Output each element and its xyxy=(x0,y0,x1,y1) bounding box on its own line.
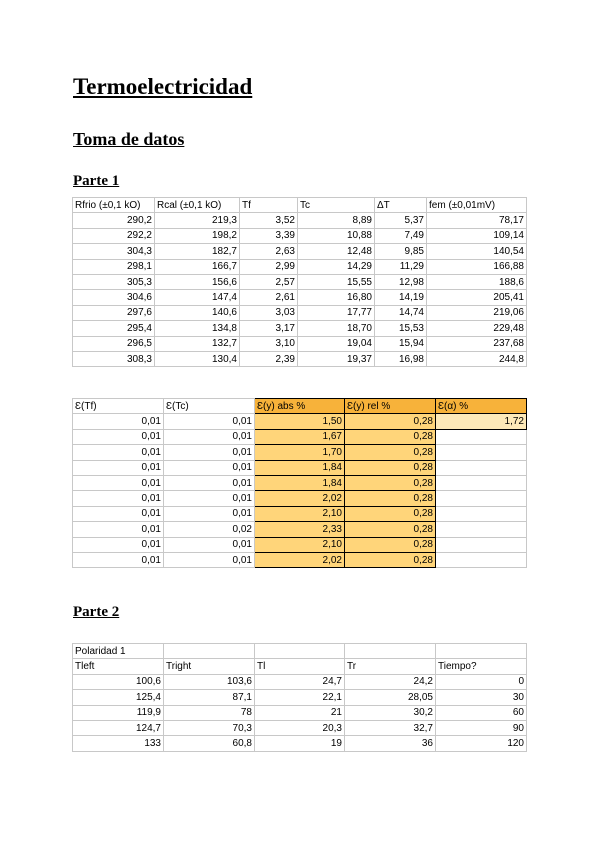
parte1-cell: 3,17 xyxy=(240,321,298,336)
errores-cell: 1,84 xyxy=(255,460,345,475)
errores-row xyxy=(73,522,527,537)
errores-cell: 0,01 xyxy=(73,506,164,521)
errores-cell: 0,01 xyxy=(73,460,164,475)
errores-row xyxy=(73,429,527,444)
errores-cell: 1,84 xyxy=(255,475,345,490)
errores-cell: 0,28 xyxy=(345,460,436,475)
errores-cell xyxy=(436,506,527,521)
parte1-cell: 2,63 xyxy=(240,244,298,259)
parte2-cell: 20,3 xyxy=(255,720,345,735)
parte1-cell: 219,3 xyxy=(155,213,240,228)
parte2-cell: 21 xyxy=(255,705,345,720)
parte2-cell: 32,7 xyxy=(345,720,436,735)
parte1-cell: 2,39 xyxy=(240,351,298,366)
parte1-cell: 15,53 xyxy=(375,321,427,336)
parte2-cell: 90 xyxy=(436,720,527,735)
parte1-cell: 12,48 xyxy=(298,244,375,259)
errores-cell: 0,01 xyxy=(73,491,164,506)
parte1-cell: 140,54 xyxy=(427,244,527,259)
parte2-cell: 124,7 xyxy=(73,720,164,735)
parte2-cell: 60 xyxy=(436,705,527,720)
parte1-cell: 304,3 xyxy=(73,244,155,259)
parte2-heading: Parte 2 xyxy=(73,604,120,620)
errores-header-cell: Ɛ(α) % xyxy=(436,399,527,414)
errores-row xyxy=(73,414,527,429)
errores-cell: 0,02 xyxy=(164,522,255,537)
parte2-row xyxy=(73,674,527,689)
parte1-cell: 15,55 xyxy=(298,274,375,289)
errores-cell: 0,28 xyxy=(345,429,436,444)
parte2-row xyxy=(73,736,527,751)
parte2-cell: 36 xyxy=(345,736,436,751)
parte1-cell: 11,29 xyxy=(375,259,427,274)
parte1-cell: 304,6 xyxy=(73,290,155,305)
parte2-cell: 60,8 xyxy=(164,736,255,751)
parte2-cell: 22,1 xyxy=(255,690,345,705)
errores-cell: 0,28 xyxy=(345,552,436,567)
parte1-row xyxy=(73,336,527,351)
parte1-cell: 9,85 xyxy=(375,244,427,259)
errores-cell: 0,28 xyxy=(345,537,436,552)
document-title: Termoelectricidad xyxy=(73,74,253,99)
errores-cell: 0,01 xyxy=(164,414,255,429)
parte1-cell: 17,77 xyxy=(298,305,375,320)
parte2-row xyxy=(73,705,527,720)
errores-row xyxy=(73,491,527,506)
errores-cell xyxy=(436,445,527,460)
parte1-header-cell: Tf xyxy=(240,198,298,213)
parte1-cell: 305,3 xyxy=(73,274,155,289)
parte1-cell: 78,17 xyxy=(427,213,527,228)
errores-cell xyxy=(436,491,527,506)
parte2-cell: 0 xyxy=(436,674,527,689)
errores-header-row xyxy=(73,399,527,414)
errores-cell: 0,01 xyxy=(164,552,255,567)
parte1-cell: 7,49 xyxy=(375,228,427,243)
errores-cell: 0,28 xyxy=(345,445,436,460)
errores-cell: 0,01 xyxy=(73,414,164,429)
parte1-cell: 10,88 xyxy=(298,228,375,243)
parte1-cell: 237,68 xyxy=(427,336,527,351)
parte1-cell: 3,03 xyxy=(240,305,298,320)
parte1-header-cell: ΔT xyxy=(375,198,427,213)
parte2-cell: 119,9 xyxy=(73,705,164,720)
errores-row xyxy=(73,552,527,567)
parte1-cell: 308,3 xyxy=(73,351,155,366)
parte2-cell: 133 xyxy=(73,736,164,751)
parte2-cell: 19 xyxy=(255,736,345,751)
parte2-header-cell: Tl xyxy=(255,659,345,674)
parte1-cell: 3,39 xyxy=(240,228,298,243)
errores-cell: 0,01 xyxy=(164,537,255,552)
parte1-cell: 198,2 xyxy=(155,228,240,243)
parte1-row xyxy=(73,290,527,305)
errores-cell: 0,28 xyxy=(345,506,436,521)
parte1-row xyxy=(73,274,527,289)
parte2-cell: 30,2 xyxy=(345,705,436,720)
parte2-row xyxy=(73,720,527,735)
parte2-cell: 100,6 xyxy=(73,674,164,689)
errores-row xyxy=(73,445,527,460)
parte1-cell: 229,48 xyxy=(427,321,527,336)
parte1-cell: 14,29 xyxy=(298,259,375,274)
parte1-cell: 298,1 xyxy=(73,259,155,274)
errores-cell xyxy=(436,475,527,490)
parte1-cell: 3,52 xyxy=(240,213,298,228)
errores-cell: 0,28 xyxy=(345,475,436,490)
parte1-table xyxy=(72,197,527,367)
errores-row xyxy=(73,460,527,475)
errores-cell: 0,01 xyxy=(73,475,164,490)
parte1-cell: 14,74 xyxy=(375,305,427,320)
parte1-row xyxy=(73,244,527,259)
parte1-header-cell: Rfrio (±0,1 kO) xyxy=(73,198,155,213)
parte1-cell: 132,7 xyxy=(155,336,240,351)
parte1-header-row xyxy=(73,198,527,213)
errores-header-cell: Ɛ(Tc) xyxy=(164,399,255,414)
parte1-cell: 2,61 xyxy=(240,290,298,305)
parte1-cell: 19,37 xyxy=(298,351,375,366)
parte1-header-cell: Tc xyxy=(298,198,375,213)
parte1-row xyxy=(73,213,527,228)
parte1-cell: 3,10 xyxy=(240,336,298,351)
parte2-cell: 78 xyxy=(164,705,255,720)
errores-cell: 2,10 xyxy=(255,537,345,552)
parte2-cell: 125,4 xyxy=(73,690,164,705)
parte1-cell: 18,70 xyxy=(298,321,375,336)
parte1-cell: 166,88 xyxy=(427,259,527,274)
errores-cell xyxy=(436,522,527,537)
parte1-cell: 290,2 xyxy=(73,213,155,228)
errores-header-cell: Ɛ(y) rel % xyxy=(345,399,436,414)
errores-cell: 0,01 xyxy=(73,552,164,567)
polaridad-row xyxy=(73,644,527,659)
parte1-cell: 292,2 xyxy=(73,228,155,243)
errores-cell: 1,67 xyxy=(255,429,345,444)
errores-cell: 2,33 xyxy=(255,522,345,537)
errores-cell: 0,01 xyxy=(164,445,255,460)
parte2-cell: 70,3 xyxy=(164,720,255,735)
errores-cell: 0,01 xyxy=(73,522,164,537)
parte2-header-cell: Tiempo? xyxy=(436,659,527,674)
parte2-cell: 28,05 xyxy=(345,690,436,705)
parte1-cell: 297,6 xyxy=(73,305,155,320)
errores-cell: 0,28 xyxy=(345,522,436,537)
parte2-row xyxy=(73,690,527,705)
errores-cell: 2,10 xyxy=(255,506,345,521)
parte1-row xyxy=(73,351,527,366)
errores-row xyxy=(73,537,527,552)
parte1-cell: 109,14 xyxy=(427,228,527,243)
errores-cell: 2,02 xyxy=(255,552,345,567)
errores-cell: 0,01 xyxy=(164,429,255,444)
parte2-table xyxy=(72,643,527,752)
parte2-cell: 120 xyxy=(436,736,527,751)
errores-header-cell: Ɛ(Tf) xyxy=(73,399,164,414)
errores-cell: 0,01 xyxy=(73,445,164,460)
parte1-cell: 2,99 xyxy=(240,259,298,274)
errores-cell: 0,28 xyxy=(345,414,436,429)
parte1-cell: 188,6 xyxy=(427,274,527,289)
parte1-cell: 295,4 xyxy=(73,321,155,336)
parte1-row xyxy=(73,259,527,274)
errores-row xyxy=(73,475,527,490)
errores-cell xyxy=(436,460,527,475)
parte1-cell: 244,8 xyxy=(427,351,527,366)
parte1-cell: 15,94 xyxy=(375,336,427,351)
errores-table xyxy=(72,398,527,568)
parte1-cell: 140,6 xyxy=(155,305,240,320)
parte1-row xyxy=(73,228,527,243)
errores-cell xyxy=(436,552,527,567)
parte2-header-cell: Tr xyxy=(345,659,436,674)
parte1-row xyxy=(73,305,527,320)
parte2-cell: 24,2 xyxy=(345,674,436,689)
parte1-cell: 219,06 xyxy=(427,305,527,320)
parte1-cell: 19,04 xyxy=(298,336,375,351)
parte1-cell: 134,8 xyxy=(155,321,240,336)
parte1-header-cell: fem (±0,01mV) xyxy=(427,198,527,213)
parte1-cell: 5,37 xyxy=(375,213,427,228)
errores-cell: 0,01 xyxy=(164,506,255,521)
parte1-cell: 166,7 xyxy=(155,259,240,274)
parte2-header-cell: Tright xyxy=(164,659,255,674)
parte2-header-row xyxy=(73,659,527,674)
errores-cell: 1,70 xyxy=(255,445,345,460)
parte1-cell: 12,98 xyxy=(375,274,427,289)
parte1-cell: 156,6 xyxy=(155,274,240,289)
parte1-cell: 182,7 xyxy=(155,244,240,259)
parte2-header-cell: Tleft xyxy=(73,659,164,674)
parte2-cell: 30 xyxy=(436,690,527,705)
errores-cell xyxy=(436,537,527,552)
parte1-header-cell: Rcal (±0,1 kO) xyxy=(155,198,240,213)
parte1-cell: 14,19 xyxy=(375,290,427,305)
errores-cell: 1,50 xyxy=(255,414,345,429)
parte1-cell: 296,5 xyxy=(73,336,155,351)
errores-cell: 0,01 xyxy=(164,460,255,475)
parte1-cell: 2,57 xyxy=(240,274,298,289)
parte2-cell: 103,6 xyxy=(164,674,255,689)
parte2-cell: 87,1 xyxy=(164,690,255,705)
errores-cell: 0,01 xyxy=(164,491,255,506)
parte2-cell: 24,7 xyxy=(255,674,345,689)
errores-cell: 0,01 xyxy=(73,537,164,552)
parte1-cell: 16,98 xyxy=(375,351,427,366)
errores-cell: 0,01 xyxy=(73,429,164,444)
parte1-row xyxy=(73,321,527,336)
errores-cell: 0,01 xyxy=(164,475,255,490)
errores-cell: 0,28 xyxy=(345,491,436,506)
errores-cell: 2,02 xyxy=(255,491,345,506)
errores-header-cell: Ɛ(y) abs % xyxy=(255,399,345,414)
parte1-cell: 147,4 xyxy=(155,290,240,305)
parte1-heading: Parte 1 xyxy=(73,173,120,189)
errores-cell xyxy=(436,429,527,444)
polaridad-label: Polaridad 1 xyxy=(73,644,164,659)
section-heading: Toma de datos xyxy=(73,129,185,149)
parte1-cell: 16,80 xyxy=(298,290,375,305)
errores-row xyxy=(73,506,527,521)
errores-cell: 1,72 xyxy=(436,414,527,429)
parte1-cell: 8,89 xyxy=(298,213,375,228)
parte1-cell: 130,4 xyxy=(155,351,240,366)
parte1-cell: 205,41 xyxy=(427,290,527,305)
